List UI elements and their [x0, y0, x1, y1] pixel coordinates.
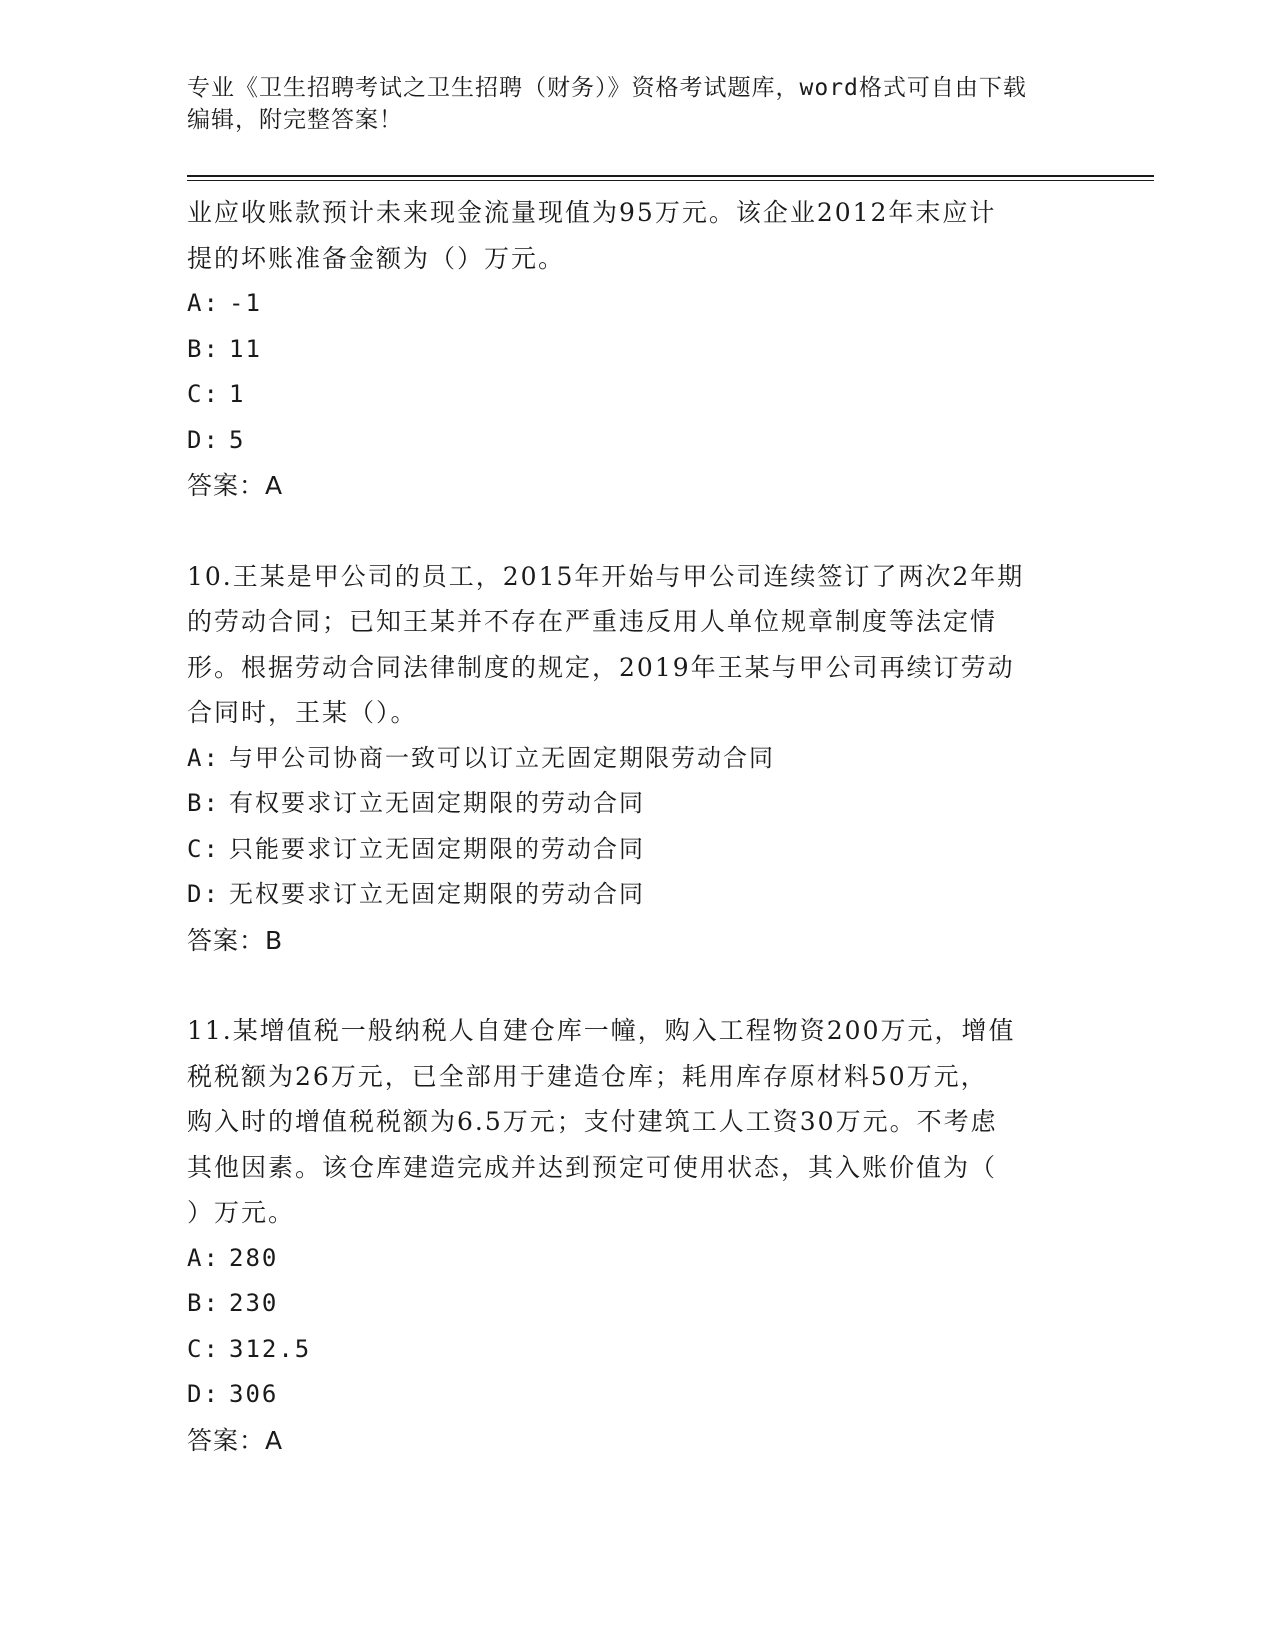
option-a	[187, 281, 1087, 327]
option-c	[187, 1327, 1087, 1373]
option-text: 306	[229, 1380, 279, 1408]
option-c	[187, 372, 1087, 418]
option-key: D:	[187, 1380, 220, 1408]
option-text: 5	[229, 425, 246, 454]
option-b	[187, 327, 1087, 373]
option-d	[187, 872, 1087, 918]
question-stem-line: ）万元。	[187, 1198, 296, 1227]
answer-line: 答案：A	[187, 471, 284, 500]
option-d	[187, 418, 1087, 464]
option-key: A:	[187, 743, 220, 772]
answer-line: 答案：B	[187, 925, 284, 955]
option-text: 312.5	[229, 1334, 312, 1363]
option-text: 11	[229, 334, 262, 363]
option-c	[187, 827, 1087, 873]
question-stem-line: 10.王某是甲公司的员工，2015年开始与甲公司连续签订了两次2年期	[187, 561, 1025, 591]
question-spacer	[187, 509, 1087, 554]
option-b	[187, 781, 1087, 827]
option-key: B:	[187, 789, 220, 817]
option-key: C:	[187, 834, 220, 863]
document-header	[187, 72, 1067, 136]
question-stem-line: 提的坏账准备金额为（）万元。	[187, 243, 566, 273]
option-text: -1	[229, 289, 262, 317]
option-d	[187, 1372, 1087, 1418]
option-text: 1	[229, 380, 246, 408]
question-stem-line: 的劳动合同；已知王某并不存在严重违反用人单位规章制度等法定情	[187, 607, 998, 636]
option-text: 230	[229, 1289, 279, 1317]
option-key: B:	[187, 1289, 220, 1317]
question-11	[187, 1008, 1087, 1463]
question-stem-line: 11.某增值税一般纳税人自建仓库一幢，购入工程物资200万元，增值	[187, 1016, 1016, 1045]
option-text: 有权要求订立无固定期限的劳动合同	[229, 789, 645, 817]
option-text: 与甲公司协商一致可以订立无固定期限劳动合同	[229, 743, 775, 772]
header-line-2: 编辑，附完整答案！	[187, 107, 403, 133]
option-text: 280	[229, 1243, 279, 1272]
option-a	[187, 736, 1087, 782]
option-key: C:	[187, 1334, 220, 1363]
header-divider-thin	[187, 180, 1154, 181]
option-key: B:	[187, 334, 220, 363]
answer-line: 答案：A	[187, 1425, 284, 1455]
question-stem-line: 形。根据劳动合同法律制度的规定，2019年王某与甲公司再续订劳动	[187, 652, 1015, 682]
option-key: D:	[187, 425, 220, 454]
question-stem-line: 其他因素。该仓库建造完成并达到预定可使用状态，其入账价值为（	[187, 1152, 998, 1182]
option-text: 无权要求订立无固定期限的劳动合同	[229, 880, 645, 908]
question-stem-line: 合同时，王某（）。	[187, 698, 418, 727]
option-key: A:	[187, 1243, 220, 1272]
question-stem-line: 税税额为26万元，已全部用于建造仓库；耗用库存原材料50万元，	[187, 1061, 988, 1091]
option-a	[187, 1236, 1087, 1282]
header-divider-thick	[187, 175, 1154, 177]
option-key: D:	[187, 880, 220, 908]
option-key: C:	[187, 380, 220, 408]
question-stem-line: 购入时的增值税税额为6.5万元；支付建筑工人工资30万元。不考虑	[187, 1107, 998, 1136]
option-key: A:	[187, 289, 220, 317]
question-list	[187, 190, 1087, 1463]
question-stem-line: 业应收账款预计未来现金流量现值为95万元。该企业2012年末应计	[187, 198, 997, 227]
option-b	[187, 1281, 1087, 1327]
question-9	[187, 190, 1087, 509]
option-text: 只能要求订立无固定期限的劳动合同	[229, 834, 645, 863]
header-line-1: 专业《卫生招聘考试之卫生招聘（财务）》资格考试题库，word格式可自由下载	[187, 75, 1027, 101]
question-spacer	[187, 963, 1087, 1008]
question-10	[187, 554, 1087, 964]
